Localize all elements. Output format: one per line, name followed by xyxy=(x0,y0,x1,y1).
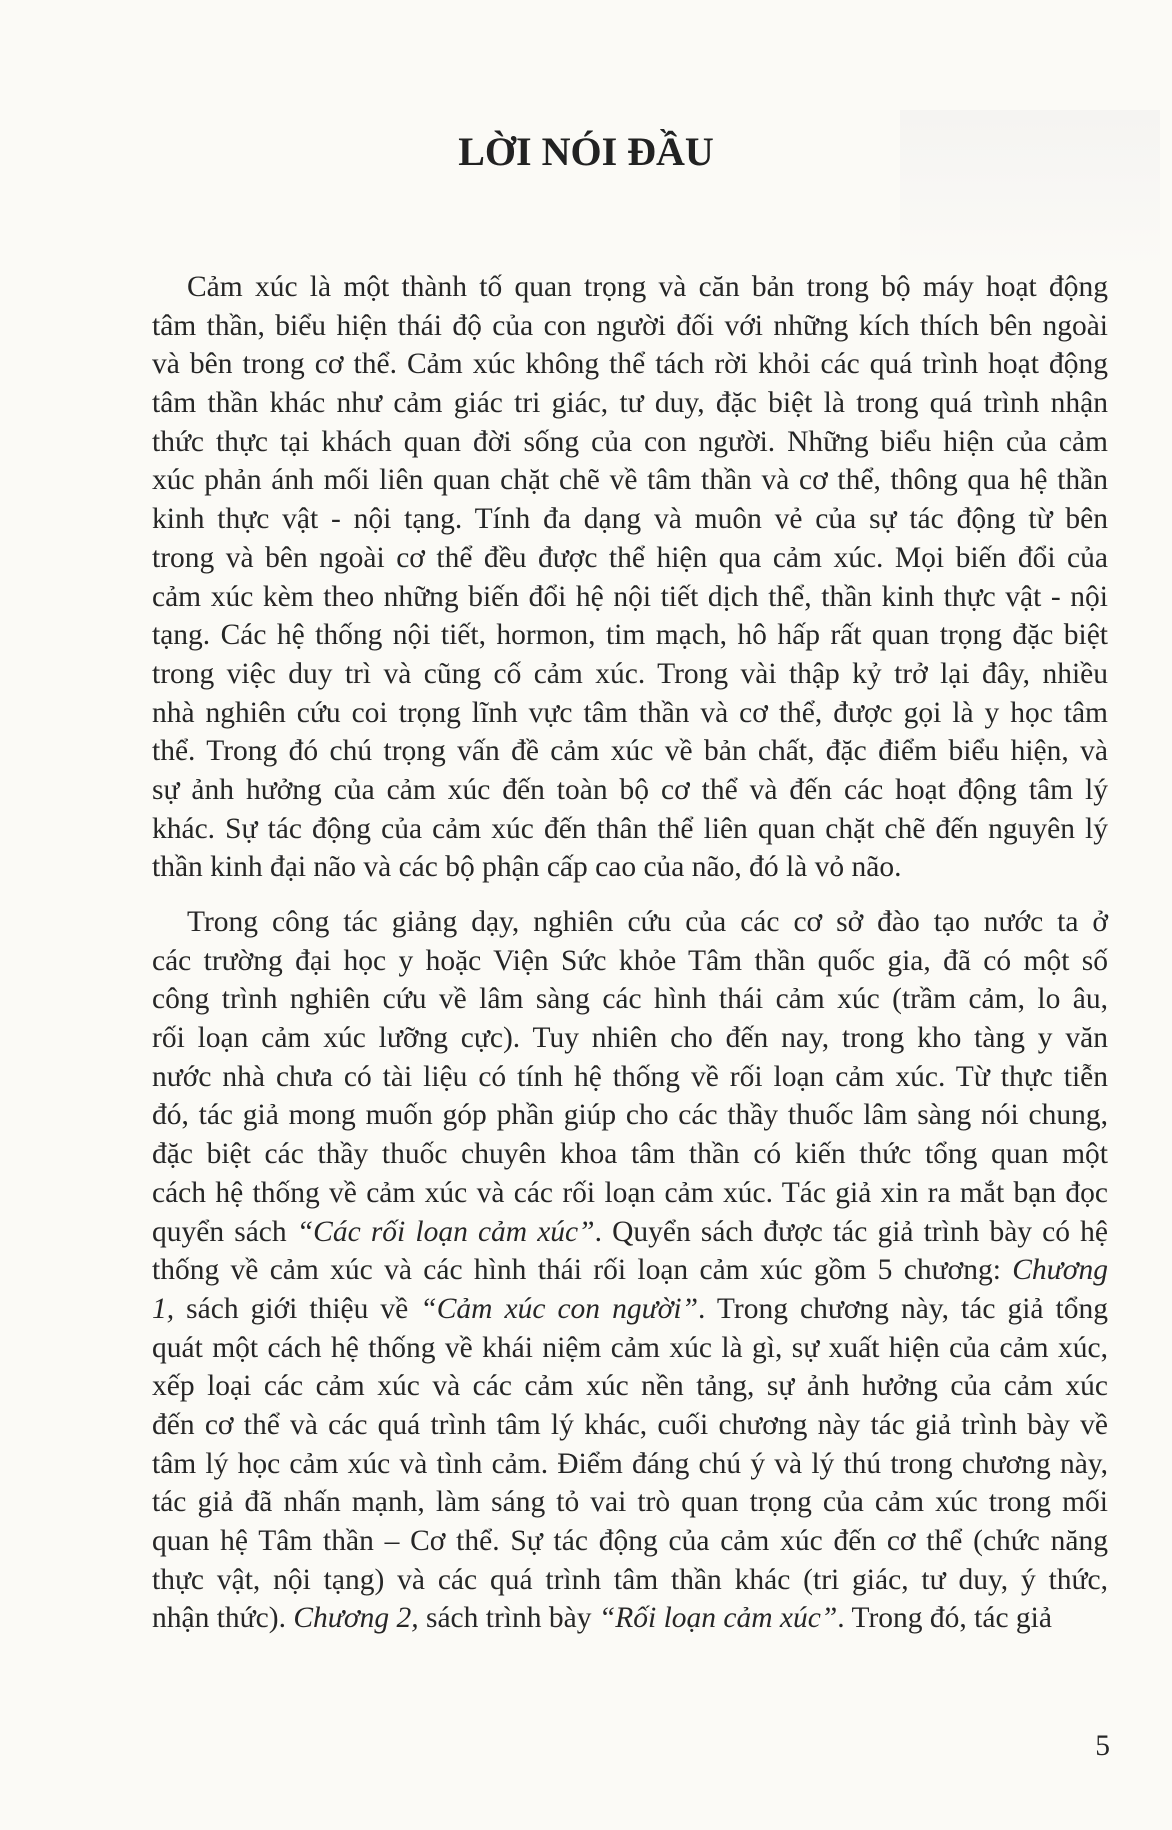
text-line xyxy=(152,1561,1108,1600)
text-line xyxy=(152,616,1108,655)
text-line xyxy=(152,1019,1108,1058)
text-segment: sách giới thiệu về xyxy=(174,1292,421,1325)
text-segment: kinh thực vật - nội tạng. Tính đa dạng và muôn vẻ của sự tác động từ bên xyxy=(152,503,1108,536)
text-line xyxy=(152,942,1108,981)
text-line xyxy=(152,1445,1108,1484)
text-segment: đến cơ thể và các quá trình tâm lý khác, cuối chương này tác giả trình bày về xyxy=(152,1408,1108,1441)
text-line xyxy=(152,1135,1108,1174)
text-segment: các trường đại học y hoặc Viện Sức khỏe Tâm thần quốc gia, đã có một số xyxy=(152,944,1108,977)
text-line xyxy=(152,694,1108,733)
text-segment: đặc biệt các thầy thuốc chuyên khoa tâm thần có kiến thức tổng quan một xyxy=(152,1138,1108,1171)
text-segment: quan hệ Tâm thần – Cơ thể. Sự tác động của cảm xúc đến cơ thể (chức năng xyxy=(152,1525,1108,1557)
text-segment: cảm xúc kèm theo những biến đổi hệ nội tiết dịch thể, thần kinh thực vật - nội xyxy=(152,580,1108,613)
text-segment: thể. Trong đó chú trọng vấn đề cảm xúc về bản chất, đặc điểm biểu hiện, và xyxy=(152,735,1108,768)
text-segment: nước nhà chưa có tài liệu có tính hệ thống về rối loạn cảm xúc. Từ thực tiễn xyxy=(152,1060,1108,1093)
paragraph-1 xyxy=(152,268,1108,887)
text-line xyxy=(152,345,1108,384)
text-segment: quát một cách hệ thống về khái niệm cảm xúc là gì, sự xuất hiện của cảm xúc, xyxy=(152,1331,1108,1364)
text-line xyxy=(152,461,1108,500)
text-segment: tác giả đã nhấn mạnh, làm sáng tỏ vai trò quan trọng của cảm xúc trong mối xyxy=(152,1486,1108,1519)
text-line xyxy=(152,500,1108,539)
text-segment: tâm thần, biểu hiện thái độ của con người đối với những kích thích bên ngoài xyxy=(152,309,1108,342)
text-line xyxy=(152,980,1108,1019)
text-line xyxy=(152,1367,1108,1406)
text-line xyxy=(152,1329,1108,1368)
italic-text: “Các rối loạn cảm xúc” xyxy=(296,1215,595,1248)
italic-text: “Cảm xúc con người” xyxy=(420,1292,699,1325)
text-line xyxy=(152,1599,1108,1638)
text-line xyxy=(152,1522,1108,1561)
text-segment: sự ảnh hưởng của cảm xúc đến toàn bộ cơ thể và đến các hoạt động tâm lý xyxy=(152,773,1108,806)
italic-text: 1, xyxy=(152,1292,175,1325)
text-segment: nhận thức). xyxy=(152,1602,294,1635)
text-line xyxy=(152,1213,1108,1252)
text-line xyxy=(152,771,1108,810)
text-segment: Cảm xúc là một thành tố quan trọng và căn bản trong bộ máy hoạt động xyxy=(187,271,1108,303)
text-segment: sách trình bày xyxy=(418,1602,599,1635)
text-line xyxy=(152,268,1108,307)
text-line xyxy=(152,384,1108,423)
italic-text: Chương 2, xyxy=(293,1602,419,1635)
text-segment: khác. Sự tác động của cảm xúc đến thân thể liên quan chặt chẽ đến nguyên lý xyxy=(152,812,1108,845)
text-line xyxy=(152,539,1108,578)
text-segment: nhà nghiên cứu coi trọng lĩnh vực tâm thần và cơ thể, được gọi là y học tâm xyxy=(152,696,1108,729)
text-segment: xúc phản ánh mối liên quan chặt chẽ về tâm thần và cơ thể, thông qua hệ thần xyxy=(152,464,1108,497)
text-line xyxy=(152,848,1108,887)
text-segment: đó, tác giả mong muốn góp phần giúp cho các thầy thuốc lâm sàng nói chung, xyxy=(152,1099,1108,1132)
text-line xyxy=(152,1290,1108,1329)
text-line xyxy=(152,1251,1108,1290)
text-line xyxy=(152,1058,1108,1097)
text-segment: công trình nghiên cứu về lâm sàng các hình thái cảm xúc (trầm cảm, lo âu, xyxy=(152,983,1108,1016)
text-line xyxy=(152,423,1108,462)
text-segment: xếp loại các cảm xúc và các cảm xúc nền tảng, sự ảnh hưởng của cảm xúc xyxy=(152,1370,1108,1403)
text-segment: thống về cảm xúc và các hình thái rối loạn cảm xúc gồm 5 chương: xyxy=(152,1254,1013,1287)
italic-text: Chương xyxy=(1012,1254,1108,1287)
italic-text: “Rối loạn cảm xúc” xyxy=(598,1602,838,1635)
text-line xyxy=(152,655,1108,694)
text-line xyxy=(152,903,1108,942)
paragraph-2 xyxy=(152,903,1108,1638)
page-title: LỜI NÓI ĐẦU xyxy=(458,129,714,174)
text-segment: trong và bên ngoài cơ thể đều được thể hiện qua cảm xúc. Mọi biến đổi của xyxy=(152,541,1108,574)
text-line xyxy=(152,1406,1108,1445)
text-segment: rối loạn cảm xúc lưỡng cực). Tuy nhiên cho đến nay, trong kho tàng y văn xyxy=(152,1022,1108,1055)
text-segment: tâm lý học cảm xúc và tình cảm. Điểm đáng chú ý và lý thú trong chương này, xyxy=(152,1447,1108,1480)
text-line xyxy=(152,578,1108,617)
text-segment: Trong công tác giảng dạy, nghiên cứu của các cơ sở đào tạo nước ta ở xyxy=(187,906,1108,938)
text-line xyxy=(152,810,1108,849)
page-number: 5 xyxy=(1095,1730,1110,1762)
text-line xyxy=(152,1096,1108,1135)
text-segment: thần kinh đại não và các bộ phận cấp cao của não, đó là vỏ não. xyxy=(152,851,902,884)
text-segment: thực vật, nội tạng) và các quá trình tâm thần khác (tri giác, tư duy, ý thức, xyxy=(152,1563,1108,1596)
text-line xyxy=(152,1174,1108,1213)
text-line xyxy=(152,307,1108,346)
text-segment: tâm thần khác như cảm giác tri giác, tư duy, đặc biệt là trong quá trình nhận xyxy=(152,387,1108,420)
text-line xyxy=(152,1483,1108,1522)
text-segment: . Trong đó, tác giả xyxy=(837,1602,1052,1635)
text-segment: . Trong chương này, tác giả tổng xyxy=(698,1292,1108,1325)
text-segment: và bên trong cơ thể. Cảm xúc không thể tách rời khỏi các quá trình hoạt động xyxy=(152,348,1108,381)
text-line xyxy=(152,732,1108,771)
text-segment: cách hệ thống về cảm xúc và các rối loạn cảm xúc. Tác giả xin ra mắt bạn đọc xyxy=(152,1176,1108,1209)
text-segment: quyển sách xyxy=(152,1215,297,1248)
text-segment: tạng. Các hệ thống nội tiết, hormon, tim mạch, hô hấp rất quan trọng đặc biệt xyxy=(152,619,1108,652)
text-segment: . Quyển sách được tác giả trình bày có hệ xyxy=(594,1215,1108,1248)
text-segment: thức thực tại khách quan đời sống của con người. Những biểu hiện của cảm xyxy=(152,425,1108,458)
text-segment: trong việc duy trì và cũng cố cảm xúc. Trong vài thập kỷ trở lại đây, nhiều xyxy=(152,657,1108,690)
